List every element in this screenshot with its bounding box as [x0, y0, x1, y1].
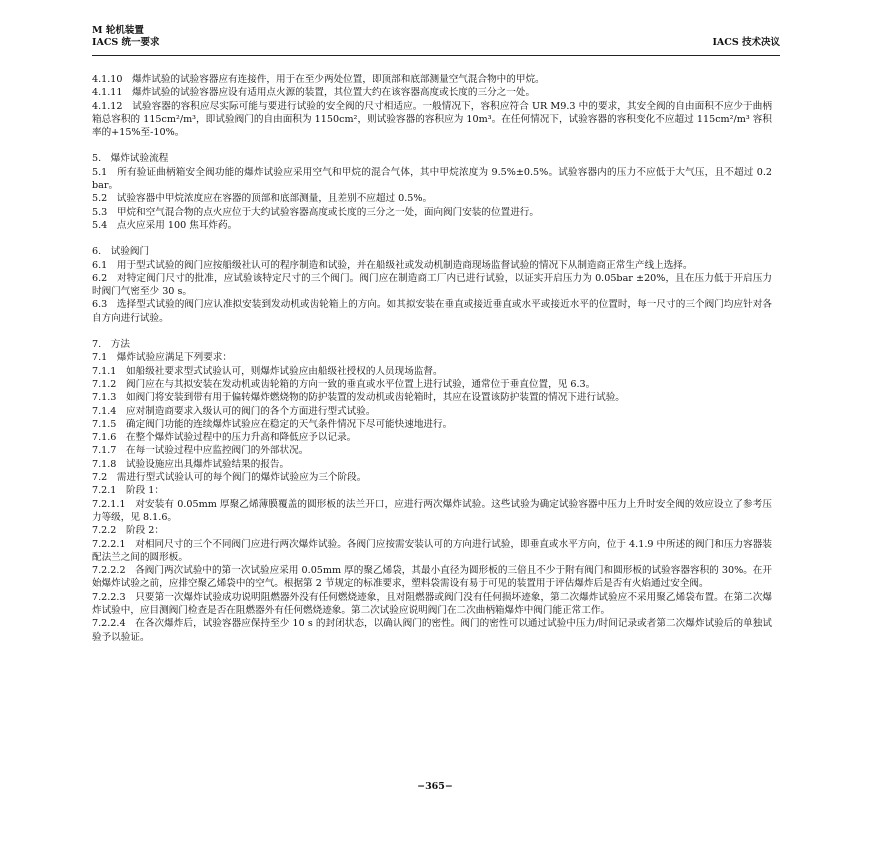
header-left: IACS 统一要求 — [92, 37, 160, 48]
header-right: IACS 技术决议 — [712, 37, 780, 48]
header-rule — [92, 55, 780, 56]
paragraph: 7.1.3 如阀门将安装到带有用于偏转爆炸燃烧物的防护装置的发动机或齿轮箱时，其应在设置该防护装置的情况下进行试验。 — [92, 392, 625, 404]
paragraph: 5.1 所有验证曲柄箱安全阀功能的爆炸试验应采用空气和甲烷的混合气体，其中甲烷浓度为 9.5%±0.5%。试验容器内的压力不应低于大气压，且不超过 0.2 bar。 — [92, 166, 772, 192]
paragraph: 7.2.1 阶段 1： — [92, 485, 164, 497]
paragraph: 5.3 甲烷和空气混合物的点火应位于大约试验容器高度或长度的三分之一处，面向阀门安装的位置进行。 — [92, 206, 539, 218]
paragraph: 7.2 需进行型式试验认可的每个阀门的爆炸试验应为三个阶段。 — [92, 472, 367, 484]
paragraph: 7.1 爆炸试验应满足下列要求： — [92, 352, 232, 364]
paragraph: 7.1.5 确定阀门功能的连续爆炸试验应在稳定的天气条件情况下尽可能快速地进行。 — [92, 418, 453, 430]
paragraph: 6.2 对特定阀门尺寸的批准，应试验该特定尺寸的三个阀门。阀门应在制造商工厂内已进行试验，以证实开启压力为 0.05bar ±20%，且在压力低于开启压力时阀门气密至少 30 s。 — [92, 272, 772, 298]
paragraph: 7.1.7 在每一试验过程中应监控阀门的外部状况。 — [92, 445, 309, 457]
paragraph: 7.2.2.3 只要第一次爆炸试验成功说明阻燃器外没有任何燃烧迹象，且对阻燃器或阀门没有任何损坏迹象，第二次爆炸试验应不采用聚乙烯袋布置。在第二次爆炸试验中，应目测阀门检查是否在阻燃器外有任何燃烧迹象。第二次试验应说明阀门在二次曲柄箱爆炸中阀门能正常工作。 — [92, 591, 772, 616]
paragraph: 7.1.4 应对制造商要求入级认可的阀门的各个方面进行型式试验。 — [92, 405, 376, 417]
paragraph: 7. 方法 — [92, 339, 130, 351]
paragraph: 7.2.2.2 各阀门两次试验中的第一次试验应采用 0.05mm 厚的聚乙烯袋，其最小直径为圆形板的三倍且不少于附有阀门和圆形板的试验容器容积的 30%。在开始爆炸试验之前，应排空聚乙烯袋中的空气。根据第 2 节规定的标准要求，塑料袋需设有易于可见的装置用于评估爆炸后是否有火焰通过安全阀。 — [92, 565, 772, 590]
paragraph: 7.2.2.1 对相同尺寸的三个不同阀门应进行两次爆炸试验。各阀门应按需安装认可的方向进行试验，即垂直或水平方向，位于 4.1.9 中所述的阀门和压力容器装配法兰之间的圆形板。 — [92, 538, 772, 563]
page-header — [92, 25, 780, 49]
paragraph: 7.2.2 阶段 2： — [92, 525, 164, 537]
paragraph: 7.1.6 在整个爆炸试验过程中的压力升高和降低应予以记录。 — [92, 432, 357, 444]
paragraph: 6.3 选择型式试验的阀门应认准拟安装到发动机或齿轮箱上的方向。如其拟安装在垂直或接近垂直或水平或接近水平的位置时，每一尺寸的三个阀门均应针对各自方向进行试验。 — [92, 299, 772, 324]
paragraph: 6.1 用于型式试验的阀门应按船级社认可的程序制造和试验，并在船级社或发动机制造商现场监督试验的情况下从制造商正常生产线上选择。 — [92, 259, 693, 271]
paragraph: 7.2.1.1 对安装有 0.05mm 厚聚乙烯薄膜覆盖的圆形板的法兰开口，应进行两次爆炸试验。这些试验为确定试验容器中压力上升时安全阀的效应设立了参考压力等级，见 8.1.6。 — [92, 498, 772, 523]
paragraph: 7.1.8 试验设施应出具爆炸试验结果的报告。 — [92, 458, 290, 470]
paragraph: 5.2 试验容器中甲烷浓度应在容器的顶部和底部测量，且差别不应超过 0.5%。 — [92, 193, 433, 205]
paragraph: 7.2.2.4 在各次爆炸后，试验容器应保持至少 10 s 的封闭状态，以确认阀门的密性。阀门的密性可以通过试验中压力/时间记录或者第二次爆炸试验后的单独试验予以验证。 — [92, 618, 772, 643]
document-body — [92, 73, 772, 644]
paragraph: 4.1.12 试验容器的容积应尽实际可能与要进行试验的安全阀的尺寸相适应。一般情况下，容积应符合 UR M9.3 中的要求，其安全阀的自由面积不应少于曲柄箱总容积的 115cm²/m³，即试验阀门的自由面积为 1150cm²，则试验容器的容积应为 10m³。在任何情况下，试验容器的容积变化不应超过 115cm²/m³ 容积率的+15%至-10%。 — [92, 100, 772, 139]
page-number: −365− — [417, 781, 453, 792]
chapter-title: M 轮机装置 — [92, 25, 144, 36]
paragraph: 7.1.1 如船级社要求型式试验认可，则爆炸试验应由船级社授权的人员现场监督。 — [92, 365, 443, 377]
paragraph: 6. 试验阀门 — [92, 246, 150, 258]
paragraph: 7.1.2 阀门应在与其拟安装在发动机或齿轮箱的方向一致的垂直或水平位置上进行试验，通常位于垂直位置，见 6.3。 — [92, 378, 596, 390]
paragraph: 4.1.10 爆炸试验的试验容器应有连接件，用于在至少两处位置，即顶部和底部测量空气混合物中的甲烷。 — [92, 74, 545, 85]
paragraph: 4.1.11 爆炸试验的试验容器应设有适用点火源的装置，其位置大约在该容器高度或长度的三分之一处。 — [92, 87, 536, 99]
paragraph: 5. 爆炸试验流程 — [92, 153, 169, 165]
paragraph: 5.4 点火应采用 100 焦耳炸药。 — [92, 219, 238, 231]
